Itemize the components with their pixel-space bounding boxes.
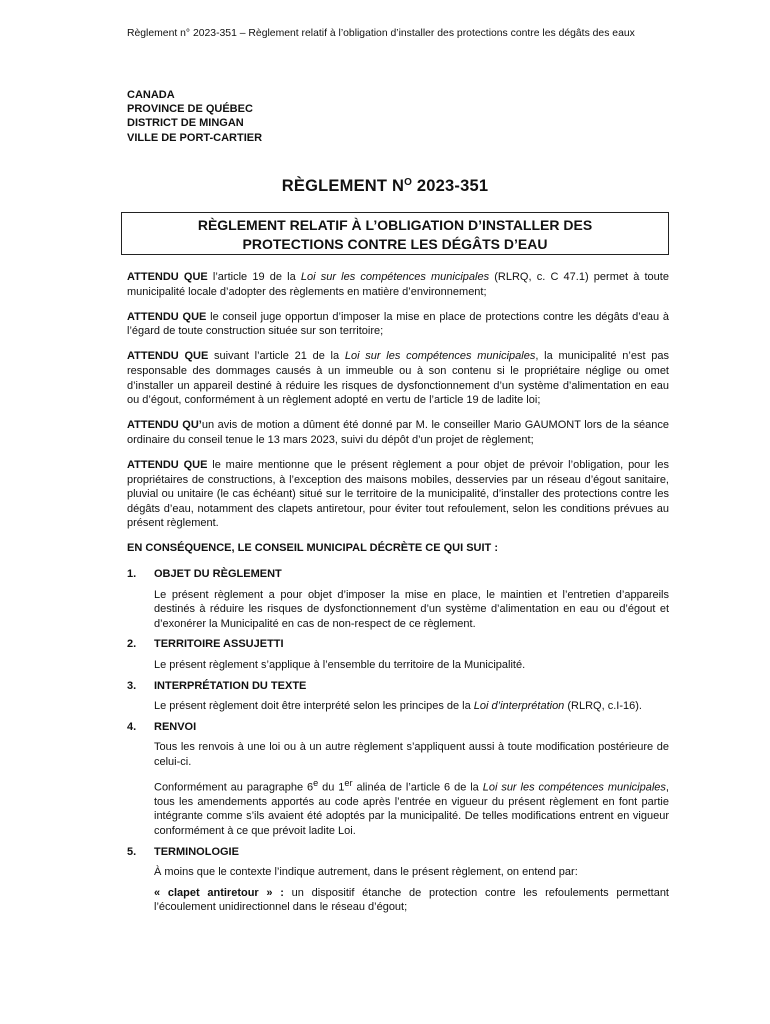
section-text-part: (RLRQ, c.I-16). <box>564 700 642 713</box>
whereas-clause-5 <box>127 458 669 531</box>
whereas-text: le maire mentionne que le présent règlement a pour objet de prévoir l’obligation, pour les propriétaires de constructions, à l’exception des maisons mobiles, desservies par un réseau d’égout sanitaire, pluvial ou unitaire (le cas échéant) situé sur le territoire de la municipalité, d’installer des protections contre les dégâts d’eau, notamment des clapets antiretour, pour éviter tout refoulement, selon les conditions prévues au présent règlement. <box>127 458 669 530</box>
whereas-text: l’article 19 de la <box>207 271 301 283</box>
section-title: RENVOI <box>154 720 197 733</box>
subtitle-line-2: PROTECTIONS CONTRE LES DÉGÂTS D’EAU <box>242 236 548 252</box>
section-title: TERMINOLOGIE <box>154 845 239 858</box>
section-number: 5. <box>127 845 137 858</box>
whereas-clause-1 <box>127 270 669 299</box>
running-header: Règlement n° 2023-351 – Règlement relatif à l’obligation d’installer des protections contre les dégâts des eaux <box>127 28 635 39</box>
section-2 <box>127 637 669 672</box>
section-title: TERRITOIRE ASSUJETTI <box>154 638 284 651</box>
jurisdiction-city: VILLE DE PORT-CARTIER <box>127 131 263 144</box>
section-text <box>154 865 669 915</box>
whereas-clause-2 <box>127 310 669 339</box>
whereas-clause-3 <box>127 349 669 407</box>
section-paragraph-1: Tous les renvois à une loi ou à un autre règlement s’appliquent aussi à toute modification postérieure de celui-ci. <box>154 741 669 768</box>
whereas-lead: ATTENDU QUE <box>127 271 208 283</box>
ordinal-sup: e <box>313 777 319 788</box>
whereas-text: (RLRQ, c. C 47.1) permet à toute municipalité locale d’adopter des règlements en matière d’environnement; <box>127 271 669 298</box>
law-reference: Loi sur les compétences municipales <box>300 271 490 283</box>
whereas-text: un avis de motion a dûment été donné par M. le conseiller Mario GAUMONT lors de la séance ordinaire du conseil tenue le 13 mars 2023, suivi du dépôt d’un projet de règlement; <box>127 419 669 446</box>
section-5 <box>127 845 669 915</box>
bylaw-title-number: 2023-351 <box>412 177 489 195</box>
whereas-lead: ATTENDU QU’ <box>127 419 202 432</box>
law-reference: Loi sur les compétences municipales <box>482 781 666 794</box>
section-heading <box>127 679 669 694</box>
section-text-part: Conformément au paragraphe 6 <box>154 781 314 794</box>
section-title: INTERPRÉTATION DU TEXTE <box>154 679 307 692</box>
whereas-text: le conseil juge opportun d’imposer la mise en place de protections contre les dégâts d’eau à l’égard de toute construction située sur son territoire; <box>127 310 669 338</box>
section-paragraph-2 <box>154 776 669 839</box>
whereas-lead: ATTENDU QUE <box>127 350 209 363</box>
section-text <box>154 740 669 838</box>
section-text-part: , tous les amendements apportés au code après l’entrée en vigueur du présent règlement en font partie intégrante comme s’ils avaient été adoptés par la municipalité. De telles modifications entrent en vigueur conformément à ce que prévoit ladite Loi. <box>154 781 669 837</box>
bylaw-title-prefix: RÈGLEMENT N <box>281 177 405 195</box>
section-number: 3. <box>127 679 137 692</box>
section-4 <box>127 720 669 839</box>
consequence-statement: EN CONSÉQUENCE, LE CONSEIL MUNICIPAL DÉCRÈTE CE QUI SUIT : <box>127 542 498 555</box>
whereas-clause-4 <box>127 418 669 447</box>
section-text: Le présent règlement s’applique à l’ensemble du territoire de la Municipalité. <box>154 658 526 671</box>
section-3 <box>127 679 669 714</box>
jurisdiction-block <box>127 88 262 145</box>
section-text-part: alinéa de l’article 6 de la <box>352 781 483 794</box>
jurisdiction-district: DISTRICT DE MINGAN <box>127 117 244 130</box>
whereas-text: , la municipalité n’est pas responsable des dommages causés à un immeuble ou à son contenu si le propriétaire néglige ou omet d’installer un appareil destiné à réduire les risques de dysfonctionnement d’un système d’alimentation en eau ou d’égout, conformément à un règlement adopté en vertu de l’article 19 de ladite loi; <box>127 350 669 407</box>
section-heading <box>127 845 669 860</box>
whereas-lead: ATTENDU QUE <box>127 310 207 323</box>
section-number: 4. <box>127 720 137 733</box>
ordinal-sup: er <box>344 777 353 788</box>
section-text-part: Le présent règlement doit être interprété selon les principes de la <box>154 700 474 713</box>
definition-clapet-antiretour <box>154 886 669 915</box>
section-number: 2. <box>127 638 137 651</box>
document-body <box>127 270 669 921</box>
section-text <box>154 699 669 714</box>
subtitle-line-1: RÈGLEMENT RELATIF À L’OBLIGATION D’INSTALLER DES <box>197 217 593 233</box>
section-heading <box>127 567 669 582</box>
section-heading <box>127 720 669 735</box>
whereas-lead: ATTENDU QUE <box>127 458 208 471</box>
section-text-part: du 1 <box>318 781 345 794</box>
section-text: Le présent règlement a pour objet d’imposer la mise en place, le maintien et l’entretien d’appareils destinés à réduire les risques de dysfonctionnement d’un système d’alimentation en eau ou d’égout et d’exonérer la Municipalité en cas de non-respect de ce règlement. <box>154 588 669 630</box>
bylaw-title-sup: O <box>404 177 413 188</box>
terminology-intro: À moins que le contexte l’indique autrement, dans le présent règlement, on entend par: <box>154 866 578 879</box>
jurisdiction-country: CANADA <box>127 89 175 101</box>
section-number: 1. <box>127 568 137 580</box>
section-1 <box>127 567 669 631</box>
law-reference: Loi d’interprétation <box>473 700 565 713</box>
jurisdiction-province: PROVINCE DE QUÉBEC <box>127 103 253 116</box>
law-reference: Loi sur les compétences municipales <box>344 350 536 363</box>
bylaw-title <box>0 177 770 196</box>
defined-term: « clapet antiretour » : <box>154 886 284 899</box>
bylaw-subtitle-box <box>121 212 669 255</box>
section-title: OBJET DU RÈGLEMENT <box>154 568 282 580</box>
whereas-text: suivant l’article 21 de la <box>208 350 345 363</box>
term-definition: un dispositif étanche de protection contre les refoulements permettant l’écoulement unidirectionnel dans le réseau d’égout; <box>154 886 669 914</box>
section-heading <box>127 637 669 652</box>
